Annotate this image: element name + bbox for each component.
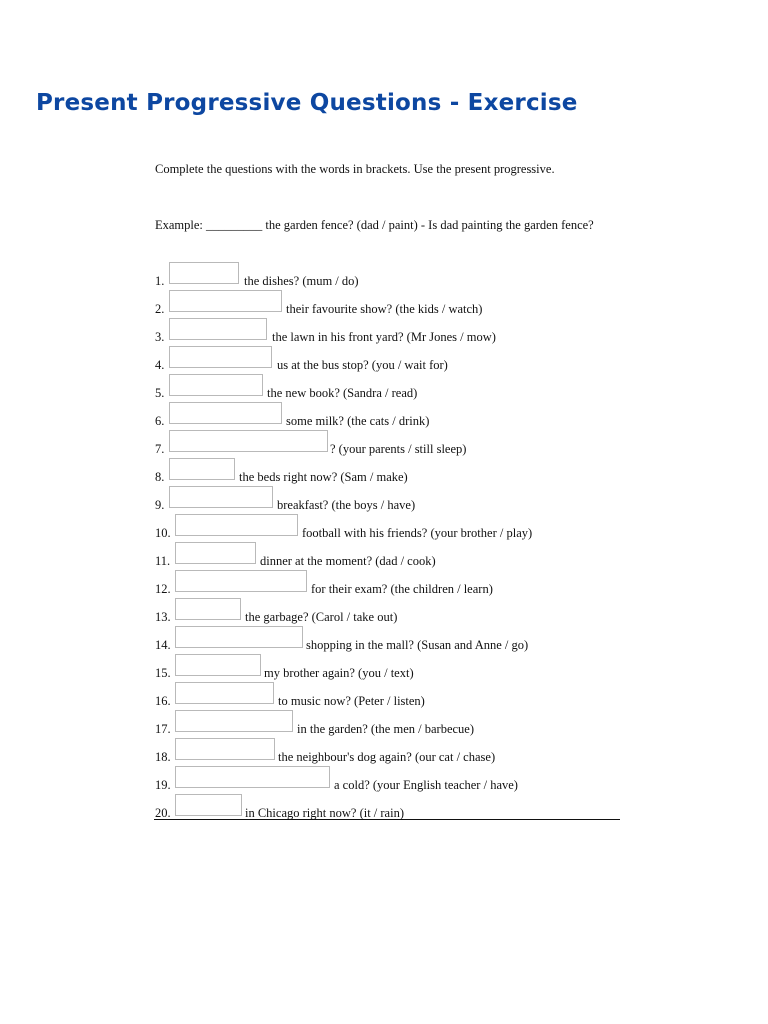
item-number: 11. bbox=[155, 554, 171, 568]
item-prompt: shopping in the mall? (Susan and Anne / go) bbox=[306, 638, 529, 652]
exercise-item bbox=[155, 262, 621, 290]
answer-input[interactable] bbox=[169, 346, 272, 368]
item-number: 1. bbox=[155, 274, 165, 288]
exercise-item bbox=[155, 318, 621, 346]
answer-input[interactable] bbox=[175, 542, 256, 564]
item-number: 18. bbox=[155, 750, 171, 764]
exercise-item bbox=[155, 710, 621, 738]
exercise-item bbox=[155, 374, 621, 402]
exercise-list bbox=[155, 262, 621, 822]
exercise-item bbox=[155, 654, 621, 682]
item-number: 17. bbox=[155, 722, 171, 736]
item-prompt: in the garden? (the men / barbecue) bbox=[297, 722, 474, 736]
answer-input[interactable] bbox=[175, 794, 242, 816]
answer-input[interactable] bbox=[175, 598, 241, 620]
divider bbox=[154, 819, 620, 820]
item-prompt: dinner at the moment? (dad / cook) bbox=[260, 554, 436, 568]
exercise-item bbox=[155, 402, 621, 430]
exercise-item bbox=[155, 290, 621, 318]
exercise-item bbox=[155, 514, 621, 542]
answer-input[interactable] bbox=[175, 570, 307, 592]
item-number: 4. bbox=[155, 358, 165, 372]
item-number: 19. bbox=[155, 778, 171, 792]
item-number: 3. bbox=[155, 330, 165, 344]
exercise-item bbox=[155, 682, 621, 710]
item-number: 8. bbox=[155, 470, 165, 484]
item-prompt: the beds right now? (Sam / make) bbox=[239, 470, 408, 484]
answer-input[interactable] bbox=[175, 738, 275, 760]
item-prompt: a cold? (your English teacher / have) bbox=[334, 778, 518, 792]
exercise-item bbox=[155, 542, 621, 570]
exercise-item bbox=[155, 598, 621, 626]
item-number: 7. bbox=[155, 442, 165, 456]
example: Example: _________ the garden fence? (dad / paint) - Is dad painting the garden fence? bbox=[155, 218, 594, 232]
exercise-item bbox=[155, 430, 621, 458]
exercise-item bbox=[155, 738, 621, 766]
item-number: 16. bbox=[155, 694, 171, 708]
item-prompt: us at the bus stop? (you / wait for) bbox=[277, 358, 448, 372]
answer-input[interactable] bbox=[175, 682, 274, 704]
answer-input[interactable] bbox=[169, 318, 267, 340]
exercise-item bbox=[155, 486, 621, 514]
item-number: 12. bbox=[155, 582, 171, 596]
item-prompt: football with his friends? (your brother / play) bbox=[302, 526, 533, 540]
exercise-item bbox=[155, 458, 621, 486]
answer-input[interactable] bbox=[175, 514, 298, 536]
answer-input[interactable] bbox=[169, 430, 328, 452]
exercise-item bbox=[155, 766, 621, 794]
exercise-item bbox=[155, 570, 621, 598]
item-number: 14. bbox=[155, 638, 171, 652]
item-prompt: breakfast? (the boys / have) bbox=[277, 498, 416, 512]
exercise-item bbox=[155, 346, 621, 374]
exercise-item bbox=[155, 794, 621, 822]
answer-input[interactable] bbox=[175, 626, 303, 648]
item-prompt: my brother again? (you / text) bbox=[264, 666, 414, 680]
item-number: 10. bbox=[155, 526, 171, 540]
answer-input[interactable] bbox=[175, 766, 330, 788]
item-prompt: the new book? (Sandra / read) bbox=[267, 386, 418, 400]
instructions: Complete the questions with the words in brackets. Use the present progressive. bbox=[155, 162, 555, 176]
item-prompt: ? (your parents / still sleep) bbox=[330, 442, 467, 456]
answer-input[interactable] bbox=[175, 710, 293, 732]
item-prompt: the neighbour's dog again? (our cat / chase) bbox=[278, 750, 496, 764]
answer-input[interactable] bbox=[169, 374, 263, 396]
item-number: 15. bbox=[155, 666, 171, 680]
item-prompt: the dishes? (mum / do) bbox=[244, 274, 359, 288]
item-number: 20. bbox=[155, 806, 171, 820]
answer-input[interactable] bbox=[169, 290, 282, 312]
item-number: 6. bbox=[155, 414, 165, 428]
page-title: Present Progressive Questions - Exercise bbox=[36, 90, 578, 116]
item-number: 9. bbox=[155, 498, 165, 512]
item-prompt: in Chicago right now? (it / rain) bbox=[245, 806, 404, 820]
item-prompt: the garbage? (Carol / take out) bbox=[245, 610, 398, 624]
answer-input[interactable] bbox=[169, 458, 235, 480]
item-prompt: for their exam? (the children / learn) bbox=[311, 582, 493, 596]
answer-input[interactable] bbox=[175, 654, 261, 676]
item-number: 5. bbox=[155, 386, 165, 400]
answer-input[interactable] bbox=[169, 262, 239, 284]
item-number: 13. bbox=[155, 610, 171, 624]
item-prompt: some milk? (the cats / drink) bbox=[286, 414, 430, 428]
item-prompt: their favourite show? (the kids / watch) bbox=[286, 302, 483, 316]
answer-input[interactable] bbox=[169, 486, 273, 508]
item-prompt: the lawn in his front yard? (Mr Jones / mow) bbox=[272, 330, 496, 344]
answer-input[interactable] bbox=[169, 402, 282, 424]
exercise-item bbox=[155, 626, 621, 654]
item-prompt: to music now? (Peter / listen) bbox=[278, 694, 425, 708]
item-number: 2. bbox=[155, 302, 165, 316]
